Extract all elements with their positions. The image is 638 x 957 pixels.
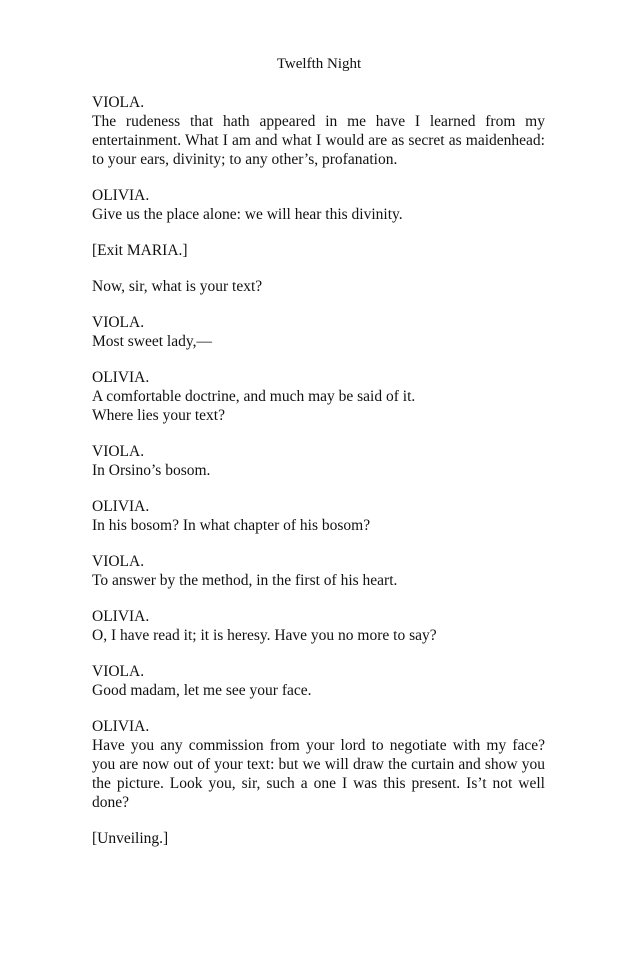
speech-block-5 — [92, 313, 545, 351]
speech-text: In Orsino’s bosom. — [92, 462, 211, 479]
speech-block-12 — [92, 717, 545, 812]
speech-block-6 — [92, 368, 545, 425]
speaker-name: OLIVIA. — [92, 718, 150, 735]
speech-text: Now, sir, what is your text? — [92, 278, 263, 295]
speech-text: Have you any commission from your lord to negotiate with my face? you are now out of your text: but we will draw the curtain and show you the picture. Look you, sir, such a one I was this present. Is’t not well done? — [92, 737, 545, 811]
speech-text: O, I have read it; it is heresy. Have you no more to say? — [92, 627, 437, 644]
speaker-name: VIOLA. — [92, 663, 145, 680]
speech-block-1 — [92, 93, 545, 169]
speech-block-continued — [92, 277, 545, 296]
speech-block-8 — [92, 497, 545, 535]
speech-block-2 — [92, 186, 545, 224]
stage-direction: [Exit MARIA.] — [92, 242, 188, 259]
speaker-name: VIOLA. — [92, 443, 145, 460]
speech-text: Most sweet lady,— — [92, 333, 212, 350]
stage-direction: [Unveiling.] — [92, 830, 169, 847]
speaker-name: OLIVIA. — [92, 369, 150, 386]
speech-text: Good madam, let me see your face. — [92, 682, 312, 699]
page-title: Twelfth Night — [276, 56, 362, 72]
speech-block-7 — [92, 442, 545, 480]
stage-direction-exit — [92, 241, 545, 260]
speech-text: Where lies your text? — [92, 407, 225, 424]
speech-text: To answer by the method, in the first of his heart. — [92, 572, 398, 589]
speech-block-11 — [92, 662, 545, 700]
speech-text: The rudeness that hath appeared in me have I learned from my entertainment. What I am and what I would are as secret as maidenhead: to your ears, divinity; to any other’s, profanation. — [92, 113, 545, 168]
speaker-name: OLIVIA. — [92, 187, 150, 204]
speaker-name: VIOLA. — [92, 553, 145, 570]
stage-direction-unveiling — [92, 829, 545, 848]
speech-block-9 — [92, 552, 545, 590]
script-body — [92, 93, 545, 865]
speech-text: Give us the place alone: we will hear this divinity. — [92, 206, 403, 223]
speech-text: A comfortable doctrine, and much may be said of it. — [92, 388, 416, 405]
speaker-name: VIOLA. — [92, 314, 145, 331]
speaker-name: VIOLA. — [92, 94, 145, 111]
speaker-name: OLIVIA. — [92, 498, 150, 515]
speaker-name: OLIVIA. — [92, 608, 150, 625]
speech-text: In his bosom? In what chapter of his bosom? — [92, 517, 371, 534]
speech-block-10 — [92, 607, 545, 645]
